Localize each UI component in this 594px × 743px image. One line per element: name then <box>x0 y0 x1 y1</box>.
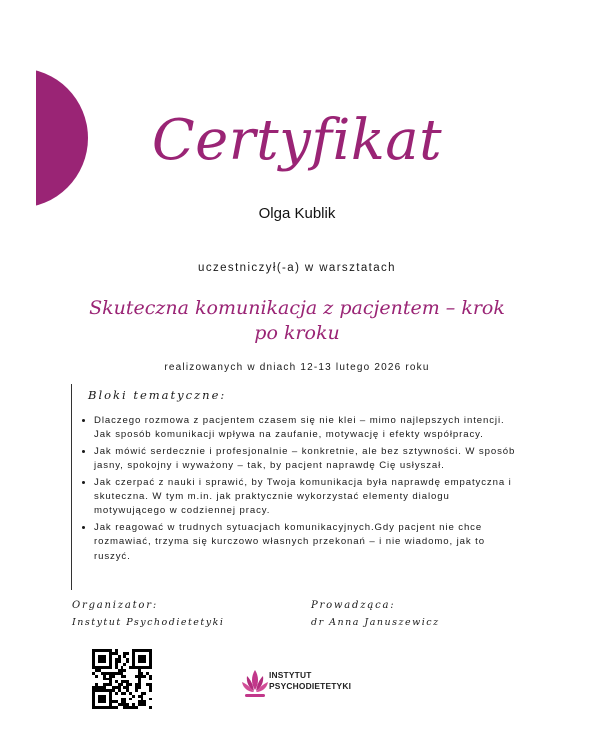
workshop-dates: realizowanych w dniach 12-13 lutego 2026 roku <box>164 362 430 373</box>
topic-blocks-list <box>80 414 524 566</box>
participation-text: uczestniczył(-a) w warsztatach <box>198 262 396 274</box>
logo-text-line1: INSTYTUT <box>269 670 312 680</box>
topic-block-item: • Jak czerpać z nauki i sprawić, by Twoja komunikacja była naprawdę empatyczna i skuteczna. W tym m.in. jak praktycznie wykorzystać elementy dialogu motywującego w codziennej pracy. <box>94 476 524 519</box>
organizer-label: Organizator: <box>72 600 158 611</box>
workshop-title: Skuteczna komunikacja z pacjentem – krok po kroku <box>89 297 505 344</box>
organizer-value: Instytut Psychodietetyki <box>72 617 225 628</box>
lead-label: Prowadząca: <box>311 600 396 611</box>
institute-logo <box>241 664 361 702</box>
participant-name: Olga Kublik <box>258 205 336 222</box>
topic-block-item: • Jak reagować w trudnych sytuacjach komunikacyjnych.Gdy pacjent nie chce rozmawiać, trzyma się kurczowo własnych przekonań – i nie wiadomo, jak to ruszyć. <box>94 521 524 564</box>
topic-block-item: • Dlaczego rozmowa z pacjentem czasem się nie klei – mimo najlepszych intencji. Jak sposób komunikacji wpływa na zaufanie, motywację i efekty współpracy. <box>94 414 524 443</box>
logo-text-line2: PSYCHODIETETYKI <box>269 681 352 691</box>
qr-code-icon[interactable] <box>92 649 152 709</box>
lead-value: dr Anna Januszewicz <box>311 617 440 628</box>
certificate-title: Certyfikat <box>151 108 443 173</box>
topic-blocks-title: Bloki tematyczne: <box>88 388 227 402</box>
lotus-flower-icon <box>241 664 269 702</box>
topic-block-item: • Jak mówić serdecznie i profesjonalnie – konkretnie, ale bez sztywności. W sposób jasny, spokojny i wyważony – tak, by pacjent naprawdę Cię usłyszał. <box>94 445 524 474</box>
